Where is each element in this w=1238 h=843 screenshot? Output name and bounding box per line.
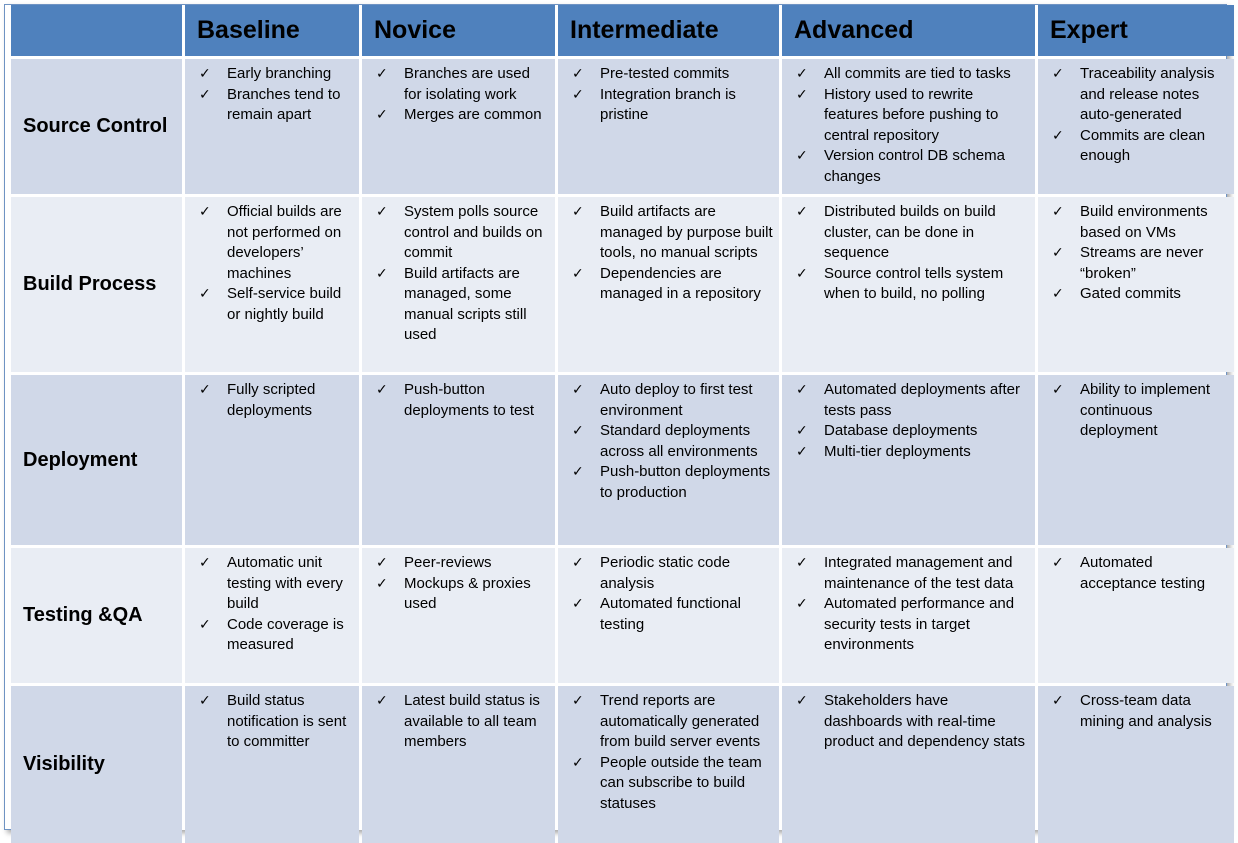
checkmark-icon: ✓	[199, 382, 211, 398]
practice-item	[566, 553, 773, 594]
checkmark-icon: ✓	[796, 204, 808, 220]
checkmark-icon: ✓	[1052, 127, 1064, 144]
practice-item	[193, 553, 353, 615]
checkmark-icon: ✓	[376, 265, 388, 282]
cell-source-control-intermediate	[558, 59, 779, 194]
practice-item	[370, 553, 549, 574]
practice-item	[370, 264, 549, 346]
practice-item	[1046, 202, 1228, 243]
checkmark-icon: ✓	[796, 443, 808, 460]
cell-testing-qa-expert	[1038, 548, 1234, 683]
row-label-source-control: Source Control	[11, 59, 182, 194]
practice-list	[566, 64, 773, 126]
practice-text: Dependencies are managed in a repository	[600, 264, 761, 302]
checkmark-icon: ✓	[199, 66, 211, 82]
practice-text: All commits are tied to tasks	[824, 65, 1011, 82]
practice-text: Branches tend to remain apart	[227, 85, 341, 123]
maturity-matrix-frame	[4, 4, 1227, 830]
row-label-testing-qa: Testing &QA	[11, 548, 182, 683]
header-novice: Novice	[362, 5, 555, 56]
practice-item	[370, 691, 549, 753]
cell-visibility-expert	[1038, 686, 1234, 843]
practice-item	[566, 85, 773, 126]
practice-item	[790, 442, 1029, 463]
practice-item	[1046, 126, 1228, 167]
practice-item	[566, 691, 773, 753]
cell-testing-qa-novice	[362, 548, 555, 683]
checkmark-icon: ✓	[796, 555, 808, 571]
practice-item	[790, 594, 1029, 656]
checkmark-icon: ✓	[572, 86, 584, 103]
row-label-build-process: Build Process	[11, 197, 182, 372]
cell-testing-qa-intermediate	[558, 548, 779, 683]
checkmark-icon: ✓	[572, 66, 584, 82]
checkmark-icon: ✓	[572, 204, 584, 220]
practice-list	[370, 64, 549, 126]
checkmark-icon: ✓	[572, 754, 584, 771]
practice-list	[566, 691, 773, 814]
cell-build-process-intermediate	[558, 197, 779, 372]
practice-item	[193, 85, 353, 126]
cell-deployment-expert	[1038, 375, 1234, 545]
checkmark-icon: ✓	[199, 286, 211, 302]
practice-text: Automatic unit testing with every build	[227, 554, 343, 612]
checkmark-icon: ✓	[796, 86, 808, 103]
practice-text: Build artifacts are managed by purpose built tools, no manual scripts	[600, 203, 773, 261]
checkmark-icon: ✓	[199, 204, 211, 220]
checkmark-icon: ✓	[376, 575, 388, 592]
header-corner	[11, 5, 182, 56]
header-baseline: Baseline	[185, 5, 359, 56]
practice-text: Code coverage is measured	[227, 615, 344, 653]
cell-source-control-expert	[1038, 59, 1234, 194]
checkmark-icon: ✓	[376, 107, 388, 123]
practice-text: Push-button deployments to production	[600, 463, 771, 501]
practice-item	[1046, 380, 1228, 442]
practice-text: Auto deploy to first test environment	[600, 381, 753, 419]
practice-text: Traceability analysis and release notes auto-generated	[1080, 65, 1215, 123]
cell-deployment-intermediate	[558, 375, 779, 545]
practice-text: Official builds are not performed on developers’ machines	[227, 203, 342, 282]
header-expert: Expert	[1038, 5, 1234, 56]
checkmark-icon: ✓	[796, 382, 808, 398]
practice-text: Distributed builds on build cluster, can be done in sequence	[824, 203, 996, 261]
practice-item	[370, 574, 549, 615]
practice-text: Latest build status is available to all team members	[404, 692, 540, 750]
checkmark-icon: ✓	[796, 66, 808, 82]
practice-item	[566, 64, 773, 85]
practice-item	[790, 380, 1029, 421]
practice-text: Source control tells system when to build, no polling	[824, 264, 1004, 302]
row-label-visibility: Visibility	[11, 686, 182, 843]
practice-item	[790, 421, 1029, 442]
checkmark-icon: ✓	[376, 693, 388, 709]
practice-item	[370, 380, 549, 421]
practice-text: Integration branch is pristine	[600, 85, 736, 123]
practice-item	[1046, 64, 1228, 126]
practice-text: Early branching	[227, 65, 332, 82]
checkmark-icon: ✓	[796, 423, 808, 439]
practice-text: Build artifacts are managed, some manual scripts still used	[404, 264, 527, 343]
cell-source-control-advanced	[782, 59, 1035, 194]
checkmark-icon: ✓	[1052, 204, 1064, 220]
practice-text: Ability to implement continuous deployment	[1080, 381, 1211, 439]
practice-text: Version control DB schema changes	[824, 147, 1005, 185]
checkmark-icon: ✓	[376, 382, 388, 398]
practice-text: Build status notification is sent to committer	[227, 692, 347, 750]
checkmark-icon: ✓	[1052, 382, 1064, 398]
practice-text: Standard deployments across all environments	[600, 422, 758, 460]
practice-text: Branches are used for isolating work	[404, 65, 530, 103]
practice-item	[566, 264, 773, 305]
practice-item	[193, 64, 353, 85]
cell-build-process-novice	[362, 197, 555, 372]
practice-item	[370, 202, 549, 264]
practice-item	[370, 64, 549, 105]
practice-text: Fully scripted deployments	[227, 381, 316, 419]
checkmark-icon: ✓	[572, 265, 584, 282]
checkmark-icon: ✓	[572, 555, 584, 571]
practice-list	[370, 202, 549, 346]
cell-testing-qa-baseline	[185, 548, 359, 683]
checkmark-icon: ✓	[199, 86, 211, 103]
practice-list	[566, 553, 773, 635]
practice-text: Gated commits	[1080, 285, 1181, 302]
practice-item	[566, 753, 773, 815]
practice-text: Multi-tier deployments	[824, 442, 971, 460]
checkmark-icon: ✓	[796, 596, 808, 612]
cell-visibility-intermediate	[558, 686, 779, 843]
practice-text: Mockups & proxies used	[404, 574, 531, 612]
practice-item	[193, 615, 353, 656]
cell-visibility-baseline	[185, 686, 359, 843]
checkmark-icon: ✓	[572, 596, 584, 612]
practice-text: Merges are common	[404, 106, 542, 123]
practice-list	[370, 553, 549, 615]
practice-list	[193, 64, 353, 126]
cell-build-process-advanced	[782, 197, 1035, 372]
checkmark-icon: ✓	[572, 693, 584, 709]
header-advanced: Advanced	[782, 5, 1035, 56]
practice-item	[1046, 284, 1228, 305]
practice-text: System polls source control and builds on commit	[404, 203, 543, 261]
practice-item	[193, 380, 353, 421]
practice-list	[193, 202, 353, 325]
cell-source-control-baseline	[185, 59, 359, 194]
practice-list	[370, 380, 549, 421]
practice-list	[193, 380, 353, 421]
practice-item	[193, 691, 353, 753]
checkmark-icon: ✓	[1052, 66, 1064, 82]
practice-list	[790, 553, 1029, 656]
practice-text: Push-button deployments to test	[404, 381, 535, 419]
practice-text: Build environments based on VMs	[1080, 203, 1208, 241]
practice-text: Automated acceptance testing	[1080, 554, 1206, 592]
checkmark-icon: ✓	[1052, 286, 1064, 302]
practice-text: Automated functional testing	[600, 595, 741, 633]
checkmark-icon: ✓	[199, 693, 211, 709]
practice-item	[1046, 691, 1228, 732]
practice-text: Streams are never “broken”	[1080, 244, 1204, 282]
practice-item	[566, 462, 773, 503]
practice-text: People outside the team can subscribe to build statuses	[600, 753, 762, 812]
maturity-matrix-table	[11, 5, 1222, 830]
checkmark-icon: ✓	[199, 616, 211, 633]
practice-text: Pre-tested commits	[600, 65, 730, 82]
practice-text: Cross-team data mining and analysis	[1080, 692, 1212, 730]
practice-text: Automated performance and security tests in target environments	[824, 595, 1015, 653]
practice-list	[1046, 64, 1228, 167]
cell-build-process-expert	[1038, 197, 1234, 372]
practice-item	[790, 146, 1029, 187]
practice-item	[790, 64, 1029, 85]
practice-list	[566, 202, 773, 305]
checkmark-icon: ✓	[796, 148, 808, 164]
practice-list	[566, 380, 773, 503]
practice-text: Integrated management and maintenance of the test data	[824, 554, 1014, 592]
checkmark-icon: ✓	[796, 265, 808, 282]
practice-text: Peer-reviews	[404, 554, 492, 571]
practice-text: Periodic static code analysis	[600, 554, 731, 592]
checkmark-icon: ✓	[572, 382, 584, 398]
practice-list	[790, 64, 1029, 187]
checkmark-icon: ✓	[376, 204, 388, 220]
practice-list	[193, 691, 353, 753]
practice-item	[790, 85, 1029, 147]
practice-list	[790, 202, 1029, 305]
practice-item	[193, 284, 353, 325]
practice-text: Trend reports are automatically generated from build server events	[600, 692, 761, 750]
practice-list	[370, 691, 549, 753]
practice-item	[370, 105, 549, 126]
practice-text: Self-service build or nightly build	[227, 285, 342, 323]
practice-text: Automated deployments after tests pass	[824, 381, 1020, 419]
cell-visibility-novice	[362, 686, 555, 843]
practice-text: History used to rewrite features before pushing to central repository	[824, 85, 999, 144]
practice-item	[566, 421, 773, 462]
practice-text: Commits are clean enough	[1080, 126, 1206, 164]
checkmark-icon: ✓	[1052, 245, 1064, 261]
checkmark-icon: ✓	[1052, 693, 1064, 709]
practice-item	[790, 553, 1029, 594]
practice-list	[790, 380, 1029, 462]
checkmark-icon: ✓	[796, 693, 808, 709]
practice-item	[193, 202, 353, 284]
checkmark-icon: ✓	[199, 555, 211, 571]
row-label-deployment: Deployment	[11, 375, 182, 545]
cell-build-process-baseline	[185, 197, 359, 372]
practice-list	[1046, 380, 1228, 442]
cell-visibility-advanced	[782, 686, 1035, 843]
practice-text: Database deployments	[824, 422, 978, 439]
cell-deployment-novice	[362, 375, 555, 545]
checkmark-icon: ✓	[376, 555, 388, 571]
practice-item	[790, 202, 1029, 264]
cell-deployment-advanced	[782, 375, 1035, 545]
cell-source-control-novice	[362, 59, 555, 194]
header-intermediate: Intermediate	[558, 5, 779, 56]
practice-list	[790, 691, 1029, 753]
practice-list	[1046, 202, 1228, 305]
practice-list	[193, 553, 353, 656]
practice-item	[566, 380, 773, 421]
practice-text: Stakeholders have dashboards with real-time product and dependency stats	[824, 692, 1025, 750]
practice-item	[566, 594, 773, 635]
checkmark-icon: ✓	[376, 66, 388, 82]
checkmark-icon: ✓	[572, 464, 584, 480]
checkmark-icon: ✓	[572, 423, 584, 439]
practice-item	[1046, 243, 1228, 284]
practice-item	[790, 691, 1029, 753]
checkmark-icon: ✓	[1052, 555, 1064, 571]
cell-deployment-baseline	[185, 375, 359, 545]
practice-item	[566, 202, 773, 264]
practice-list	[1046, 553, 1228, 594]
practice-item	[1046, 553, 1228, 594]
cell-testing-qa-advanced	[782, 548, 1035, 683]
practice-item	[790, 264, 1029, 305]
practice-list	[1046, 691, 1228, 732]
